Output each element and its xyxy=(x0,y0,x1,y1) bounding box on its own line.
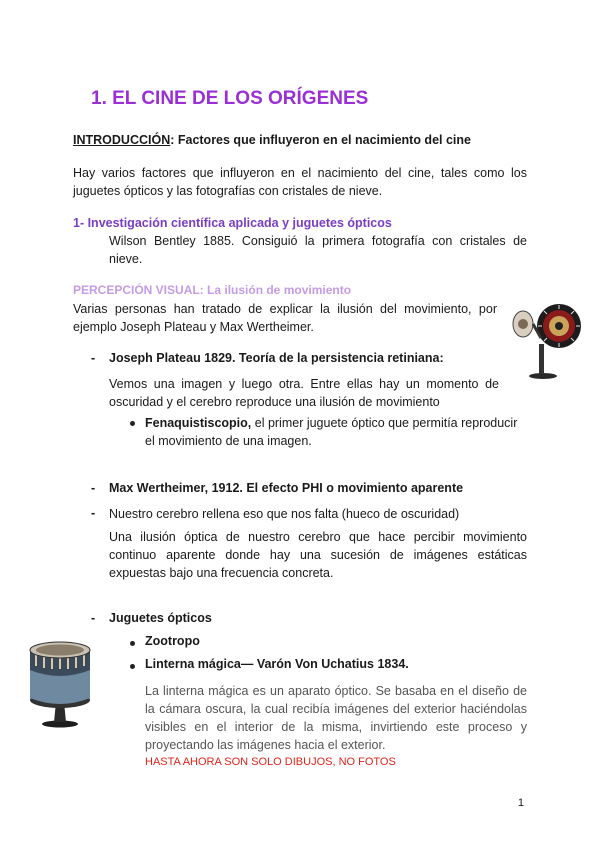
bullet-dot xyxy=(130,641,135,646)
section1-text: Wilson Bentley 1885. Consiguió la primera fotografía con cristales de nieve. xyxy=(109,234,527,266)
intro-heading xyxy=(73,133,471,147)
fenaquistiscopio-bold: Fenaquistiscopio, xyxy=(145,416,252,430)
plateau-heading: Joseph Plateau 1829. Teoría de la persistencia retiniana: xyxy=(109,351,444,365)
fenaquistiscopio-item xyxy=(145,414,527,450)
perception-text: Varias personas han tratado de explicar la ilusión del movimiento, por ejemplo Joseph Plateau y Max Wertheimer. xyxy=(73,302,497,334)
wertheimer-line2: Nuestro cerebro rellena eso que nos falta (hueco de oscuridad) xyxy=(109,507,460,521)
fenaquistiscopio-rest: el primer juguete óptico que permitía reproducir el movimiento de una imagen. xyxy=(145,416,518,448)
bullet-dot xyxy=(130,421,135,426)
phenakistiscope-image xyxy=(505,294,581,380)
wertheimer-heading: Max Wertheimer, 1912. El efecto PHI o movimiento aparente xyxy=(109,481,464,495)
page-number: 1 xyxy=(517,797,524,809)
zootropo-item: Zootropo xyxy=(145,634,200,648)
wertheimer-dash2: - xyxy=(91,506,96,520)
zoetrope-image xyxy=(22,636,98,728)
page-title: 1. EL CINE DE LOS ORÍGENES xyxy=(91,88,369,109)
wertheimer-text: Una ilusión óptica de nuestro cerebro que hace percibir movimiento continuo aparente donde hay una sucesión de imágenes estáticas expuestas bajo una frecuencia concreta. xyxy=(109,530,527,580)
wertheimer-dash: - xyxy=(91,481,96,495)
toys-dash: - xyxy=(91,611,96,625)
toys-heading: Juguetes ópticos xyxy=(109,611,212,625)
plateau-dash: - xyxy=(91,351,96,365)
perception-heading: PERCEPCIÓN VISUAL: La ilusión de movimiento xyxy=(73,283,352,297)
intro-paragraph: Hay varios factores que influyeron en el nacimiento del cine, tales como los juguetes ópticos y las fotografías con cristales de nieve. xyxy=(73,166,527,198)
bullet-dot xyxy=(130,664,135,669)
note-red: HASTA AHORA SON SOLO DIBUJOS, NO FOTOS xyxy=(145,756,396,768)
intro-rest: : Factores que influyeron en el nacimiento del cine xyxy=(170,133,471,147)
plateau-text: Vemos una imagen y luego otra. Entre ellas hay un momento de oscuridad y el cerebro reproduce una ilusión de movimiento xyxy=(109,377,499,409)
section1-heading: 1- Investigación científica aplicada y juguetes ópticos xyxy=(73,216,392,230)
linterna-text: La linterna mágica es un aparato óptico. Se basaba en el diseño de la cámara oscura, la cual recibía imágenes del exterior haciéndolas visibles en el interior de la misma, invirtiendo este proceso y proyectando las imágenes hacia el exterior. xyxy=(145,684,527,752)
intro-label: INTRODUCCIÓN xyxy=(73,133,171,147)
linterna-item: Linterna mágica— Varón Von Uchatius 1834. xyxy=(145,657,409,671)
